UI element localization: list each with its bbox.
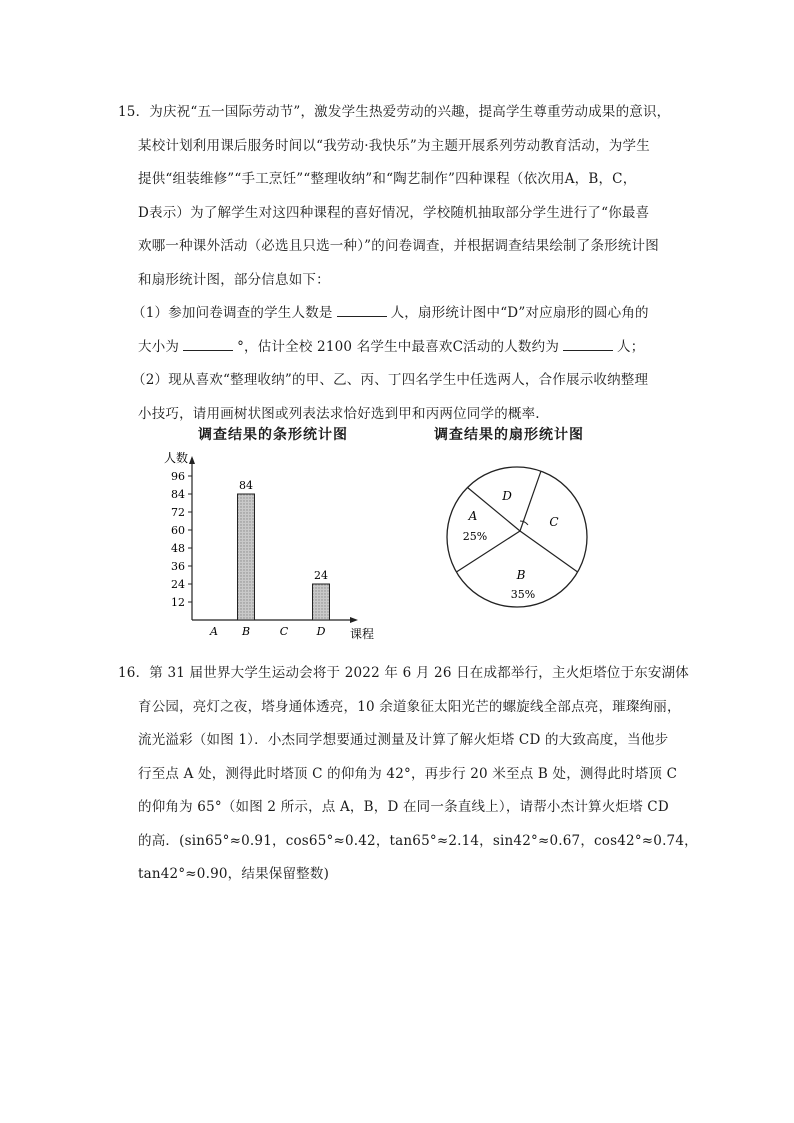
x-tick-label: D — [316, 625, 326, 638]
answer-blank-estimate[interactable] — [563, 336, 613, 351]
y-tick-label: 36 — [171, 560, 185, 573]
q15-part-1-line-1 — [118, 297, 678, 331]
answer-blank-angle[interactable] — [183, 336, 233, 351]
q15-line-1: 15．为庆祝“五一国际劳动节”，激发学生热爱劳动的兴趣，提高学生尊重劳动成果的意识， — [118, 104, 671, 120]
question-16 — [118, 657, 698, 892]
x-axis-arrow — [350, 617, 358, 623]
x-tick-label: C — [279, 625, 289, 638]
y-axis-arrow — [189, 456, 195, 464]
bar-D — [313, 584, 330, 620]
y-tick-label: 12 — [171, 596, 185, 609]
q15-part1-text-d: °，估计全校 2100 名学生中最喜欢C活动的人数约为 — [237, 338, 560, 355]
bar-chart — [150, 440, 410, 650]
q15-part1-text-c: 大小为 — [138, 338, 180, 355]
q16-line-6: 的高．(sin65°≈0.91，cos65°≈0.42，tan65°≈2.14，sin42°≈0.67，cos42°≈0.74， — [138, 832, 698, 849]
q16-line-3: 流光溢彩（如图 1）．小杰同学想要通过测量及计算了解火炬塔 CD 的大致高度，当他步 — [138, 732, 669, 748]
y-tick-label: 48 — [171, 542, 185, 555]
pie-label-C: C — [549, 515, 559, 529]
q15-part1-text-a: （1）参加问卷调查的学生人数是 — [132, 305, 333, 321]
q15-line-5: 欢哪一种课外活动（必选且只选一种）”的问卷调查，并根据调查结果绘制了条形统计图 — [138, 238, 659, 254]
y-tick-label: 72 — [171, 506, 185, 519]
q15-line-6: 和扇形统计图，部分信息如下： — [138, 271, 330, 288]
q15-part-2-line-1: （2）现从喜欢“整理收纳”的甲、乙、丙、丁四名学生中任选两人，合作展示收纳整理 — [132, 372, 649, 388]
q15-part-2-line-2: 小技巧，请用画树状图或列表法求恰好选到甲和丙两位同学的概率. — [138, 405, 540, 422]
y-tick-label: 24 — [171, 578, 185, 591]
y-tick-label: 84 — [171, 488, 185, 501]
q15-part1-text-e: 人； — [617, 338, 645, 355]
q16-line-7: tan42°≈0.90，结果保留整数) — [138, 866, 330, 882]
pie-chart-title: 调查结果的扇形统计图 — [434, 427, 584, 443]
q15-part1-text-b: 人，扇形统计图中“D”对应扇形的圆心角的 — [390, 305, 649, 321]
x-axis-label: 课程 — [350, 627, 375, 641]
x-tick-label: B — [241, 625, 251, 638]
answer-blank-students[interactable] — [337, 302, 387, 317]
bar-value-label: 84 — [239, 479, 253, 492]
bar-value-label: 24 — [314, 569, 328, 582]
pie-percent-B: 35% — [510, 588, 536, 601]
x-tick-label: A — [210, 625, 218, 638]
pie-label-D: D — [502, 489, 512, 503]
q16-line-1: 16．第 31 届世界大学生运动会将于 2022 年 6 月 26 日在成都举行，主火炬塔位于东安湖体 — [118, 665, 690, 681]
pie-chart — [430, 450, 610, 630]
y-axis-label: 人数 — [164, 451, 189, 465]
pie-label-B: B — [516, 568, 526, 582]
q15-line-3: 提供“组装维修”“手工烹饪”“整理收纳”和“陶艺制作”四种课程（依次用A，B，C， — [138, 171, 637, 187]
question-15 — [118, 96, 678, 431]
q16-line-5: 的仰角为 65°（如图 2 所示，点 A，B，D 在同一条直线上），请帮小杰计算火炬塔 CD — [138, 799, 669, 815]
q15-line-2: 某校计划利用课后服务时间以“我劳动·我快乐”为主题开展系列劳动教育活动，为学生 — [138, 137, 650, 154]
q16-line-4: 行至点 A 处，测得此时塔顶 C 的仰角为 42°，再步行 20 米至点 B 处，测得此时塔顶 C — [138, 765, 678, 782]
bar-B — [238, 494, 255, 620]
q15-line-4: D表示）为了解学生对这四种课程的喜好情况，学校随机抽取部分学生进行了“你最喜 — [138, 204, 650, 221]
q16-line-2: 育公园，亮灯之夜，塔身通体透亮，10 余道象征太阳光芒的螺旋线全部点亮，璀璨绚丽， — [138, 698, 681, 715]
pie-label-A: A — [468, 509, 478, 523]
y-tick-label: 60 — [171, 524, 185, 537]
q15-part-1-line-2 — [118, 331, 678, 365]
bar-chart-title: 调查结果的条形统计图 — [198, 427, 348, 443]
y-tick-label: 96 — [171, 470, 185, 483]
pie-percent-A: 25% — [462, 530, 488, 543]
